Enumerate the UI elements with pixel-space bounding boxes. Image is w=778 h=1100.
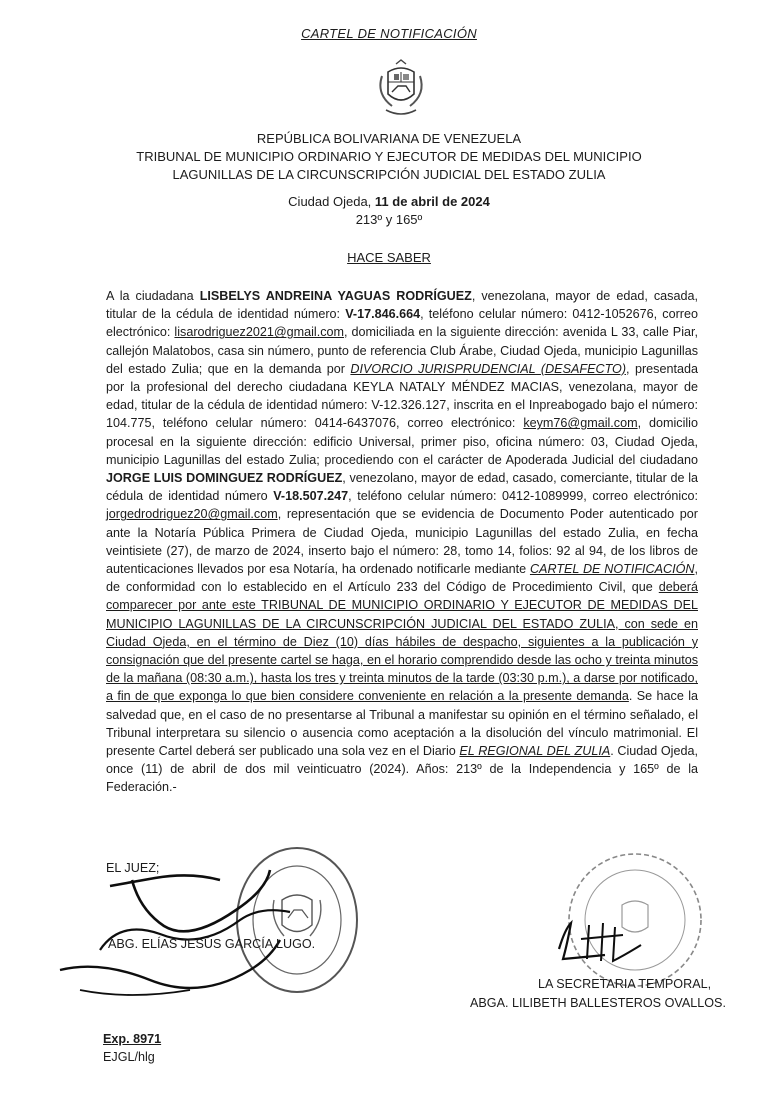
notice-body (106, 287, 698, 797)
body-text-run: , de conformidad con lo establecido en el Artículo 233 del Código de Procedimiento Civil, que (106, 562, 698, 595)
plaintiff-name: JORGE LUIS DOMINGUEZ RODRÍGUEZ (106, 471, 343, 486)
plaintiff-email: jorgedrodriguez20@gmail.com (106, 507, 278, 522)
cartel-reference: CARTEL DE NOTIFICACIÓN (529, 562, 695, 577)
body-text-run: , domiciliada en la siguiente dirección: avenida L 33, calle Piar, callejón Malatobos, casa sin número, punto de referencia Club Árabe, Ciudad Ojeda, municipio Lagunillas del estado Zulia; que en la demanda por (106, 325, 698, 376)
body-text-run: , domicilio procesal en la siguiente dirección: edificio Universal, primer piso, oficina número: 03, Ciudad Ojeda, municipio Lagunillas del estado Zulia; procediendo con el carácter de Apoderada Judicial del ciudadano (106, 416, 698, 467)
case-type: DIVORCIO JURISPRUDENCIAL (DESAFECTO) (350, 361, 627, 376)
header-line: REPÚBLICA BOLIVARIANA DE VENEZUELA (256, 131, 522, 146)
body-text-run: . Se hace la salvedad que, en el caso de no presentarse al Tribunal a manifestar su opinión en el término señalado, el Tribunal interpretara su silencio o ausencia como aceptación a la disolución del vínculo matrimonial. El presente Cartel deberá ser publicado una sola vez en el Diario (106, 689, 698, 759)
body-text-run: , venezolano, mayor de edad, casado, comerciante, titular de la cédula de identidad número (106, 471, 699, 504)
body-text-run: , representación que se evidencia de Documento Poder autenticado por ante la Notaría Pública Primera de Ciudad Ojeda, municipio Lagunillas del estado Zulia, en fecha veintisiete (27), de marzo de 2024, inserto bajo el número: 28, tomo 14, folios: 92 al 94, de los libros de autenticaciones llevados por esa Notaría, ha ordenado notificarle mediante (106, 507, 698, 577)
secretary-name: ABGA. LILIBETH BALLESTEROS OVALLOS. (470, 996, 726, 1010)
body-text-run: , teléfono celular número: 0412-1052676, correo electrónico: (106, 307, 698, 340)
case-number: Exp. 8971 (103, 1032, 162, 1046)
body-text-run: A la ciudadana (106, 289, 200, 303)
date-value: 11 de abril de 2024 (374, 194, 490, 209)
judge-label: EL JUEZ; (106, 861, 160, 875)
defendant-email: lisarodriguez2021@gmail.com (174, 325, 345, 340)
judge-name: ABG. ELÍAS JESÚS GARCÍA LUGO. (108, 937, 316, 951)
body-text-run: , teléfono celular número: 0412-1089999, correo electrónico: (348, 489, 699, 504)
appearance-clause: deberá comparecer por ante este TRIBUNAL DE MUNICIPIO ORDINARIO Y EJECUTOR DE MEDIDAS DEL MUNICIPIO LAGUNILLAS DE LA CIRCUNSCRIPCIÓN JUDICIAL DEL ESTADO ZULIA, con sede en Ciudad Ojeda, en el término de Diez (10) días hábiles de despacho, siguientes a la publicación y consignación que del presente cartel se haga, en el horario comprendido desde las ocho y treinta minutos de la mañana (08:30 a.m.), hasta los tres y treinta minutos de la tarde (03:30 p.m.), a darse por notificado, a fin de que exponga lo que bien considere conveniente en relación a la presente demanda (106, 580, 698, 704)
attorney-email: keym76@gmail.com (523, 416, 638, 431)
body-text-run: , venezolana, mayor de edad, casada, titular de la cédula de identidad número: (106, 289, 698, 322)
document-title: CARTEL DE NOTIFICACIÓN (301, 26, 477, 41)
coat-of-arms-icon (370, 58, 432, 122)
years-line: 213º y 165º (355, 212, 423, 227)
judge-signature (40, 850, 340, 1010)
body-text-run: . Ciudad Ojeda, once (11) de abril de dos mil veinticuatro (2024). Años: 213º de la Independencia y 165º de la Federación.- (106, 744, 698, 795)
body-text-run: , presentada por la profesional del derecho ciudadana KEYLA NATALY MÉNDEZ MACIAS, venezolana, mayor de edad, titular de la cédula de identidad número: V-12.326.127, inscrita en el Inpreabogado bajo el número: 104.775, teléfono celular número: 0414-6437076, correo electrónico: (106, 361, 698, 431)
defendant-id: V-17.846.664 (345, 307, 421, 322)
secretary-signature (545, 915, 665, 975)
defendant-name: LISBELYS ANDREINA YAGUAS RODRÍGUEZ (199, 289, 472, 303)
newspaper-name: EL REGIONAL DEL ZULIA (459, 744, 611, 759)
date-line (0, 193, 778, 211)
initials: EJGL/hlg (103, 1050, 155, 1064)
header-line: LAGUNILLAS DE LA CIRCUNSCRIPCIÓN JUDICIAL DEL ESTADO ZULIA (172, 167, 606, 182)
header-line: TRIBUNAL DE MUNICIPIO ORDINARIO Y EJECUTOR DE MEDIDAS DEL MUNICIPIO (136, 149, 642, 164)
date-place: Ciudad Ojeda, (288, 194, 372, 209)
secretary-title: LA SECRETARIA TEMPORAL, (538, 977, 712, 991)
date-block (0, 193, 778, 229)
institution-header (0, 130, 778, 184)
plaintiff-id: V-18.507.247 (273, 489, 349, 504)
hace-saber-heading: HACE SABER (347, 250, 431, 265)
